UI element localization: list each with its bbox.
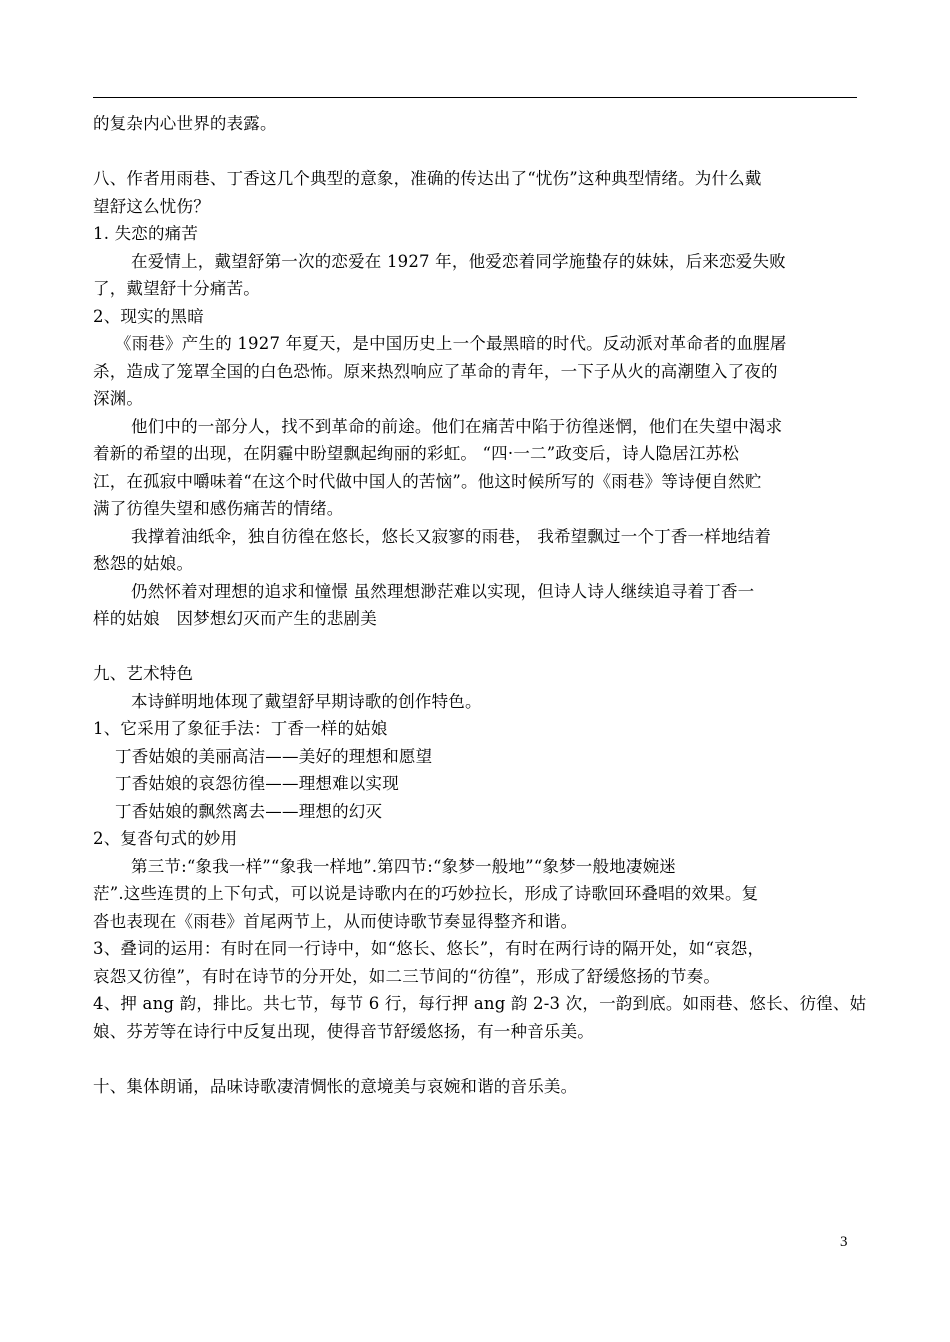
paragraph bbox=[93, 853, 857, 936]
text-line: 的复杂内心世界的表露。 bbox=[93, 114, 277, 133]
text-line: 《雨巷》产生的 1927 年夏天，是中国历史上一个最黑暗的时代。反动派对革命者的血腥屠 bbox=[115, 334, 787, 353]
paragraph bbox=[93, 303, 857, 331]
paragraph bbox=[93, 523, 857, 578]
paragraph bbox=[93, 248, 857, 303]
paragraph bbox=[93, 770, 857, 798]
text-line: 深渊。 bbox=[93, 389, 144, 408]
text-line: 样的姑娘 因梦想幻灭而产生的悲剧美 bbox=[93, 609, 377, 628]
text-line: 丁香姑娘的哀怨彷徨——理想难以实现 bbox=[115, 774, 399, 793]
text-line: 九、艺术特色 bbox=[93, 664, 194, 683]
text-line: 丁香姑娘的飘然离去——理想的幻灭 bbox=[115, 801, 383, 821]
text-line: 第三节:“象我一样”“象我一样地”.第四节:“象梦一般地”“象梦一般地凄婉迷 bbox=[131, 856, 677, 876]
text-line: 在爱情上，戴望舒第一次的恋爱在 1927 年，他爱恋着同学施蛰存的妹妹，后来恋爱失败 bbox=[131, 251, 786, 271]
paragraph bbox=[93, 660, 857, 688]
text-line: 丁香姑娘的美丽高洁——美好的理想和愿望 bbox=[115, 746, 433, 766]
paragraph-gap bbox=[93, 1045, 857, 1073]
paragraph-gap bbox=[93, 138, 857, 166]
header-rule bbox=[93, 97, 857, 98]
paragraph bbox=[93, 220, 857, 248]
text-line: 娘、芬芳等在诗行中反复出现，使得音节舒缓悠扬，有一种音乐美。 bbox=[93, 1021, 594, 1041]
text-line: 1、它采用了象征手法：丁香一样的姑娘 bbox=[93, 719, 388, 738]
text-line: 本诗鲜明地体现了戴望舒早期诗歌的创作特色。 bbox=[131, 691, 482, 711]
paragraph bbox=[93, 110, 857, 138]
text-line: 十、集体朗诵，品味诗歌凄清惆怅的意境美与哀婉和谐的音乐美。 bbox=[93, 1076, 578, 1096]
text-line: 我撑着油纸伞，独自彷徨在悠长，悠长又寂寥的雨巷， 我希望飘过一个丁香一样地结着 bbox=[131, 526, 772, 546]
paragraph bbox=[93, 798, 857, 826]
text-line: 江，在孤寂中嚼味着“在这个时代做中国人的苦恼”。他这时候所写的《雨巷》等诗便自然贮 bbox=[93, 471, 762, 491]
text-line: 2、复沓句式的妙用 bbox=[93, 829, 238, 848]
paragraph-gap bbox=[93, 633, 857, 661]
text-line: 1. 失恋的痛苦 bbox=[93, 224, 199, 243]
text-line: 他们中的一部分人，找不到革命的前途。他们在痛苦中陷于彷徨迷惘，他们在失望中渴求 bbox=[131, 416, 783, 436]
paragraph bbox=[93, 825, 857, 853]
text-line: 2、现实的黑暗 bbox=[93, 306, 204, 326]
paragraph bbox=[93, 578, 857, 633]
text-line: 满了彷徨失望和感伤痛苦的情绪。 bbox=[93, 499, 344, 518]
paragraph bbox=[93, 330, 857, 413]
document-body bbox=[93, 110, 867, 1100]
text-line: 仍然怀着对理想的追求和憧憬 虽然理想渺茫难以实现，但诗人诗人继续追寻着丁香一 bbox=[131, 581, 755, 601]
text-line: 沓也表现在《雨巷》首尾两节上，从而使诗歌节奏显得整齐和谐。 bbox=[93, 911, 578, 931]
paragraph bbox=[93, 990, 867, 1045]
text-line: 杀，造成了笼罩全国的白色恐怖。原来热烈响应了革命的青年，一下子从火的高潮堕入了夜的 bbox=[93, 361, 778, 381]
text-line: 哀怨又彷徨”，有时在诗节的分开处，如二三节间的“彷徨”，形成了舒缓悠扬的节奏。 bbox=[93, 966, 721, 986]
text-line: 了，戴望舒十分痛苦。 bbox=[93, 279, 260, 298]
page-number: 3 bbox=[840, 1234, 848, 1250]
text-line: 八、作者用雨巷、丁香这几个典型的意象，准确的传达出了“忧伤”这种典型情绪。为什么戴 bbox=[93, 169, 762, 188]
text-line: 4、押 ang 韵，排比。共七节，每节 6 行，每行押 ang 韵 2-3 次，一韵到底。如雨巷、悠长、彷徨、姑 bbox=[93, 994, 867, 1013]
paragraph bbox=[93, 743, 857, 771]
paragraph bbox=[93, 688, 857, 716]
paragraph bbox=[93, 413, 857, 523]
text-line: 望舒这么忧伤？ bbox=[93, 196, 210, 216]
paragraph bbox=[93, 715, 857, 743]
text-line: 3、叠词的运用：有时在同一行诗中，如“悠长、悠长”，有时在两行诗的隔开处，如“哀怨， bbox=[93, 939, 765, 958]
text-line: 愁怨的姑娘。 bbox=[93, 554, 194, 573]
paragraph bbox=[93, 1073, 857, 1101]
paragraph bbox=[93, 935, 857, 990]
text-line: 茫”.这些连贯的上下句式，可以说是诗歌内在的巧妙拉长，形成了诗歌回环叠唱的效果。复 bbox=[93, 884, 759, 903]
paragraph bbox=[93, 165, 857, 220]
text-line: 着新的希望的出现，在阴霾中盼望飘起绚丽的彩虹。 “四·一二”政变后，诗人隐居江苏松 bbox=[93, 444, 740, 463]
